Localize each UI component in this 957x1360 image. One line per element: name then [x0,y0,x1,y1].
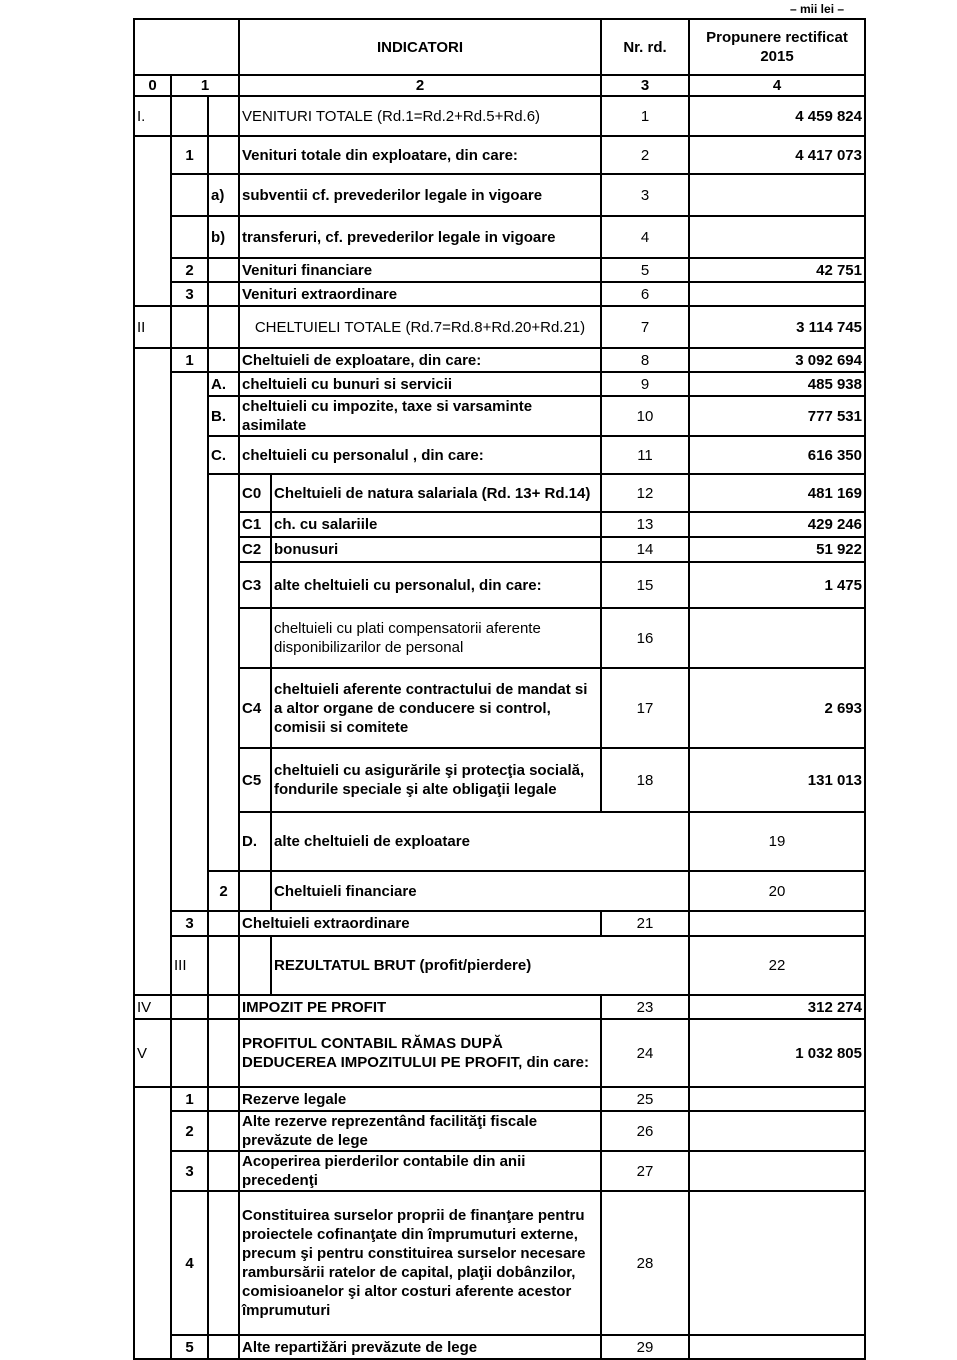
row-label: Rezerve legale [239,1087,601,1111]
row-roman: II [134,306,171,348]
row-label: bonusuri [271,537,601,562]
row-label: VENITURI TOTALE (Rd.1=Rd.2+Rd.5+Rd.6) [239,96,601,136]
row-label: Venituri extraordinare [239,282,601,306]
row-roman: III [171,936,208,995]
index-row [134,75,865,96]
row-value [689,282,865,306]
row-code: C1 [239,512,271,537]
row-value [689,1111,865,1151]
row-nr: 23 [601,995,689,1019]
table-row [134,436,865,474]
row-value: 4 417 073 [689,136,865,174]
row-nr: 20 [689,871,865,911]
table-row [134,512,865,537]
row-roman: IV [134,995,171,1019]
row-code: C5 [239,748,271,812]
row-nr: 13 [601,512,689,537]
row-nr: 22 [689,936,865,995]
row-label: Cheltuieli extraordinare [239,911,601,936]
table-row [134,812,865,871]
row-nr: 6 [601,282,689,306]
empty-cell [171,372,208,911]
table-row [134,936,865,995]
row-value: 42 751 [689,258,865,282]
row-label: Cheltuieli financiare [271,871,689,911]
header-nr-rd: Nr. rd. [601,19,689,75]
table-row [134,174,865,216]
row-label: IMPOZIT PE PROFIT [239,995,601,1019]
row-code: C2 [239,537,271,562]
row-nr: 14 [601,537,689,562]
row-num: 1 [171,136,208,174]
row-nr: 29 [601,1335,689,1359]
row-label: alte cheltuieli de exploatare [271,812,689,871]
row-num: 2 [171,258,208,282]
row-nr: 18 [601,748,689,812]
table-row [134,1191,865,1335]
budget-table [133,18,866,1360]
empty-cell [171,216,208,258]
row-value: 51 922 [689,537,865,562]
empty-cell [208,911,239,936]
row-letter: b) [208,216,239,258]
table-row [134,348,865,372]
row-value: 485 938 [689,372,865,396]
table-row [134,282,865,306]
row-value: 616 350 [689,436,865,474]
row-letter: A. [208,372,239,396]
row-label: transferuri, cf. prevederilor legale in vigoare [239,216,601,258]
empty-cell [208,936,239,995]
empty-cell [208,1335,239,1359]
row-nr: 5 [601,258,689,282]
table-row [134,608,865,668]
row-num: 1 [171,348,208,372]
empty-cell [239,936,271,995]
row-value: 429 246 [689,512,865,537]
empty-cell [208,1087,239,1111]
row-num: 3 [171,1151,208,1191]
empty-cell [134,348,171,995]
table-row [134,995,865,1019]
empty-cell [239,871,271,911]
row-value: 777 531 [689,396,865,436]
table-row [134,136,865,174]
row-nr: 10 [601,396,689,436]
table-row [134,1151,865,1191]
table-row [134,668,865,748]
row-value [689,911,865,936]
row-nr: 7 [601,306,689,348]
table-row [134,216,865,258]
row-roman: I. [134,96,171,136]
row-label: cheltuieli cu bunuri si servicii [239,372,601,396]
table-row [134,911,865,936]
header-indicatori: INDICATORI [239,19,601,75]
row-value: 312 274 [689,995,865,1019]
row-code: C0 [239,474,271,512]
row-nr: 2 [601,136,689,174]
row-label: REZULTATUL BRUT (profit/pierdere) [271,936,689,995]
empty-cell [208,474,239,871]
row-label: cheltuieli cu plati compensatorii aferente disponibilizarilor de personal [271,608,601,668]
table-row [134,306,865,348]
row-code: C3 [239,562,271,608]
empty-cell [171,306,208,348]
row-value [689,1191,865,1335]
row-label: Alte rezerve reprezentând facilităţi fiscale prevăzute de lege [239,1111,601,1151]
table-header-row [134,19,865,75]
row-roman: V [134,1019,171,1087]
empty-cell [208,1019,239,1087]
row-label: cheltuieli cu personalul , din care: [239,436,601,474]
row-label: cheltuieli cu asigurările şi protecţia socială, fondurile speciale şi alte obligaţii legale [271,748,601,812]
index-cell: 1 [171,75,239,96]
row-value: 1 032 805 [689,1019,865,1087]
row-nr: 11 [601,436,689,474]
empty-cell [208,348,239,372]
row-value [689,608,865,668]
row-label: Constituirea surselor proprii de finanţare pentru proiectele cofinanţate din împrumuturi externe, precum şi pentru constituirea surselor necesare rambursării ratelor de capital, plaţii dobânzilor, comisioanelor şi altor costuri aferente acestor împrumuturi [239,1191,601,1335]
table-row [134,871,865,911]
empty-cell [171,1019,208,1087]
row-value [689,1335,865,1359]
row-label: Cheltuieli de natura salariala (Rd. 13+ Rd.14) [271,474,601,512]
empty-cell [134,136,171,306]
empty-cell [208,1111,239,1151]
row-value [689,1151,865,1191]
row-letter: B. [208,396,239,436]
row-letter: a) [208,174,239,216]
index-cell: 4 [689,75,865,96]
row-nr: 24 [601,1019,689,1087]
row-nr: 28 [601,1191,689,1335]
table-row [134,1087,865,1111]
row-value [689,1087,865,1111]
row-num: 5 [171,1335,208,1359]
row-letter: C. [208,436,239,474]
header-blank [134,19,239,75]
empty-cell [171,174,208,216]
index-cell: 0 [134,75,171,96]
row-code [239,608,271,668]
table-row [134,1335,865,1359]
index-cell: 3 [601,75,689,96]
row-num: 1 [171,1087,208,1111]
table-row [134,1019,865,1087]
row-nr: 12 [601,474,689,512]
row-value: 131 013 [689,748,865,812]
index-cell: 2 [239,75,601,96]
table-row [134,372,865,396]
row-label: PROFITUL CONTABIL RĂMAS DUPĂ DEDUCEREA IMPOZITULUI PE PROFIT, din care: [239,1019,601,1087]
row-value: 2 693 [689,668,865,748]
empty-cell [171,995,208,1019]
row-nr: 1 [601,96,689,136]
row-label: Venituri financiare [239,258,601,282]
row-num: 2 [171,1111,208,1151]
row-label: cheltuieli cu impozite, taxe si varsaminte asimilate [239,396,601,436]
table-row [134,258,865,282]
table-row [134,1111,865,1151]
empty-cell [171,96,208,136]
empty-cell [208,258,239,282]
row-nr: 26 [601,1111,689,1151]
row-nr: 4 [601,216,689,258]
row-label: ch. cu salariile [271,512,601,537]
table-row [134,396,865,436]
row-label: Acoperirea pierderilor contabile din anii precedenţi [239,1151,601,1191]
row-value: 481 169 [689,474,865,512]
row-label: cheltuieli aferente contractului de mandat si a altor organe de conducere si control, comisii si comitete [271,668,601,748]
empty-cell [208,96,239,136]
row-value [689,216,865,258]
row-num: 3 [171,282,208,306]
row-nr: 25 [601,1087,689,1111]
empty-cell [134,1087,171,1359]
row-letter: D. [239,812,271,871]
table-row [134,562,865,608]
row-label: Alte repartižări prevăzute de lege [239,1335,601,1359]
row-value: 1 475 [689,562,865,608]
empty-cell [208,136,239,174]
row-num: 3 [171,911,208,936]
row-nr: 15 [601,562,689,608]
row-value: 4 459 824 [689,96,865,136]
row-nr: 8 [601,348,689,372]
table-row [134,474,865,512]
row-nr: 21 [601,911,689,936]
row-nr: 27 [601,1151,689,1191]
row-nr: 17 [601,668,689,748]
row-value: 3 114 745 [689,306,865,348]
empty-cell [208,1151,239,1191]
row-num: 2 [208,871,239,911]
empty-cell [208,282,239,306]
row-nr: 19 [689,812,865,871]
empty-cell [208,306,239,348]
row-label: Venituri totale din exploatare, din care: [239,136,601,174]
table-row [134,748,865,812]
empty-cell [208,1191,239,1335]
row-nr: 9 [601,372,689,396]
empty-cell [208,995,239,1019]
row-nr: 16 [601,608,689,668]
row-value: 3 092 694 [689,348,865,372]
header-propunere: Propunere rectificat 2015 [689,19,865,75]
row-label: subventii cf. prevederilor legale in vigoare [239,174,601,216]
row-value [689,174,865,216]
row-label: alte cheltuieli cu personalul, din care: [271,562,601,608]
row-label: Cheltuieli de exploatare, din care: [239,348,601,372]
row-code: C4 [239,668,271,748]
unit-label: – mii lei – [790,2,845,16]
row-label: CHELTUIELI TOTALE (Rd.7=Rd.8+Rd.20+Rd.21) [239,306,601,348]
table-row [134,96,865,136]
row-nr: 3 [601,174,689,216]
table-row [134,537,865,562]
row-num: 4 [171,1191,208,1335]
